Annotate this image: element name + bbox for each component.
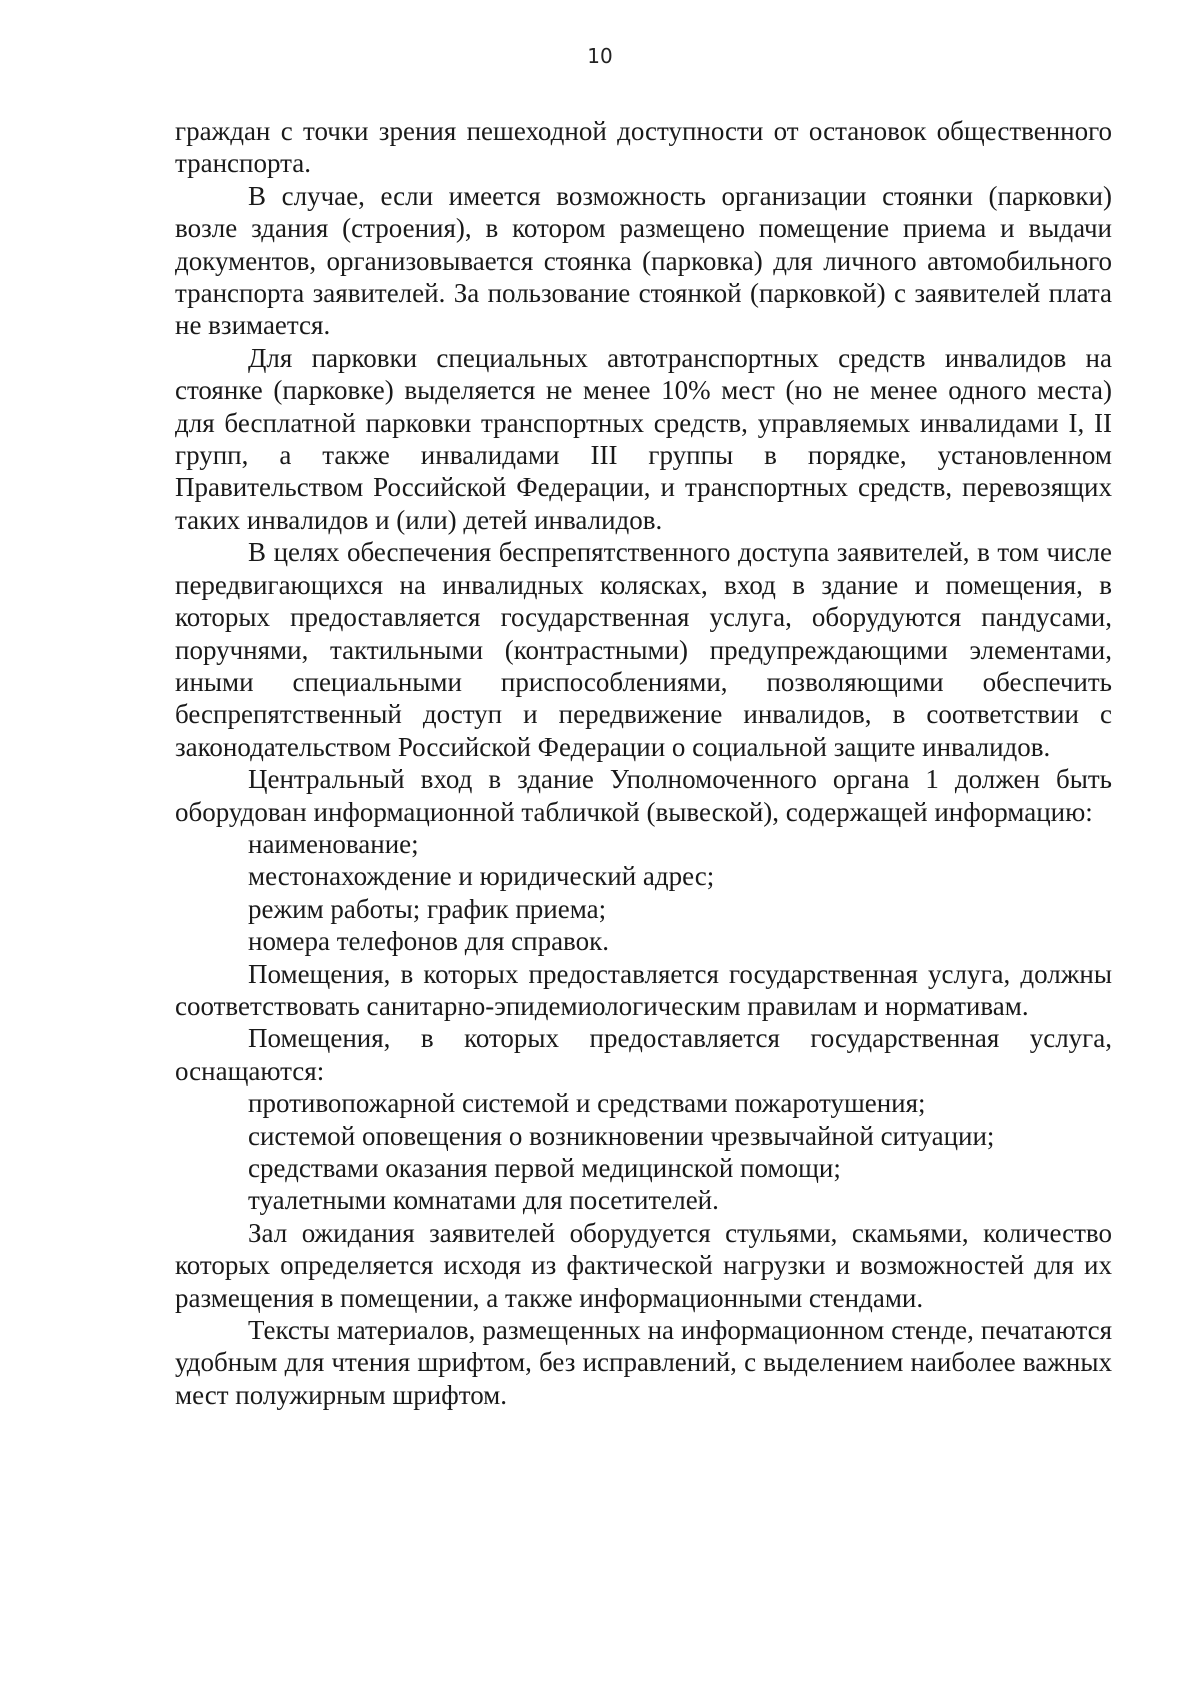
- paragraph-waiting-hall: Зал ожидания заявителей оборудуется стульями, скамьями, количество которых определяется исходя из фактической нагрузки и возможностей для их размещения в помещении, а также информационными стендами.: [175, 1217, 1112, 1313]
- paragraph-entrance-sign: Центральный вход в здание Уполномоченного органа 1 должен быть оборудован информационной табличкой (вывеской), содержащей информацию:: [175, 764, 1112, 827]
- list-item: номера телефонов для справок.: [248, 926, 609, 957]
- paragraph-accessibility: В целях обеспечения беспрепятственного доступа заявителей, в том числе передвигающихся на инвалидных колясках, вход в здание и помещения, в которых предоставляется государственная услуга, оборудуются пандусами, поручнями, тактильными (контрастными) предупреждающими элементами, иными специальными приспособлениями, позволяющими обеспечить беспрепятственный доступ и передвижение инвалидов, в соответствии с законодательством Российской Федерации о социальной защите инвалидов.: [175, 537, 1112, 762]
- paragraph-disabled-parking: Для парковки специальных автотранспортных средств инвалидов на стоянке (парковке) выделяется не менее 10% мест (но не менее одного места) для бесплатной парковки транспортных средств, управляемых инвалидами I, II групп, а также инвалидами III группы в порядке, установленном Правительством Российской Федерации, и транспортных средств, перевозящих таких инвалидов и (или) детей инвалидов.: [175, 342, 1112, 535]
- list-item: системой оповещения о возникновении чрезвычайной ситуации;: [248, 1120, 995, 1151]
- paragraph-parking: В случае, если имеется возможность организации стоянки (парковки) возле здания (строения), в котором размещено помещение приема и выдачи документов, организовывается стоянка (парковка) для личного автомобильного транспорта заявителей. За пользование стоянкой (парковкой) с заявителей плата не взимается.: [175, 180, 1112, 341]
- paragraph-continuation: граждан с точки зрения пешеходной доступности от остановок общественного транспорта.: [175, 116, 1112, 179]
- list-item: режим работы; график приема;: [248, 893, 607, 924]
- list-item: средствами оказания первой медицинской помощи;: [248, 1153, 841, 1183]
- list-item: туалетными комнатами для посетителей.: [248, 1185, 719, 1216]
- paragraph-equipment: Помещения, в которых предоставляется государственная услуга, оснащаются:: [175, 1023, 1112, 1086]
- list-item: наименование;: [248, 828, 419, 859]
- list-item: противопожарной системой и средствами пожаротушения;: [248, 1088, 926, 1119]
- page-number: 10: [587, 44, 613, 68]
- document-body: [175, 115, 1112, 1411]
- list-item: местонахождение и юридический адрес;: [248, 861, 715, 892]
- paragraph-info-stand-texts: Тексты материалов, размещенных на информационном стенде, печатаются удобным для чтения шрифтом, без исправлений, с выделением наиболее важных мест полужирным шрифтом.: [175, 1315, 1112, 1410]
- paragraph-sanitary: Помещения, в которых предоставляется государственная услуга, должны соответствовать санитарно-эпидемиологическим правилам и нормативам.: [175, 958, 1112, 1021]
